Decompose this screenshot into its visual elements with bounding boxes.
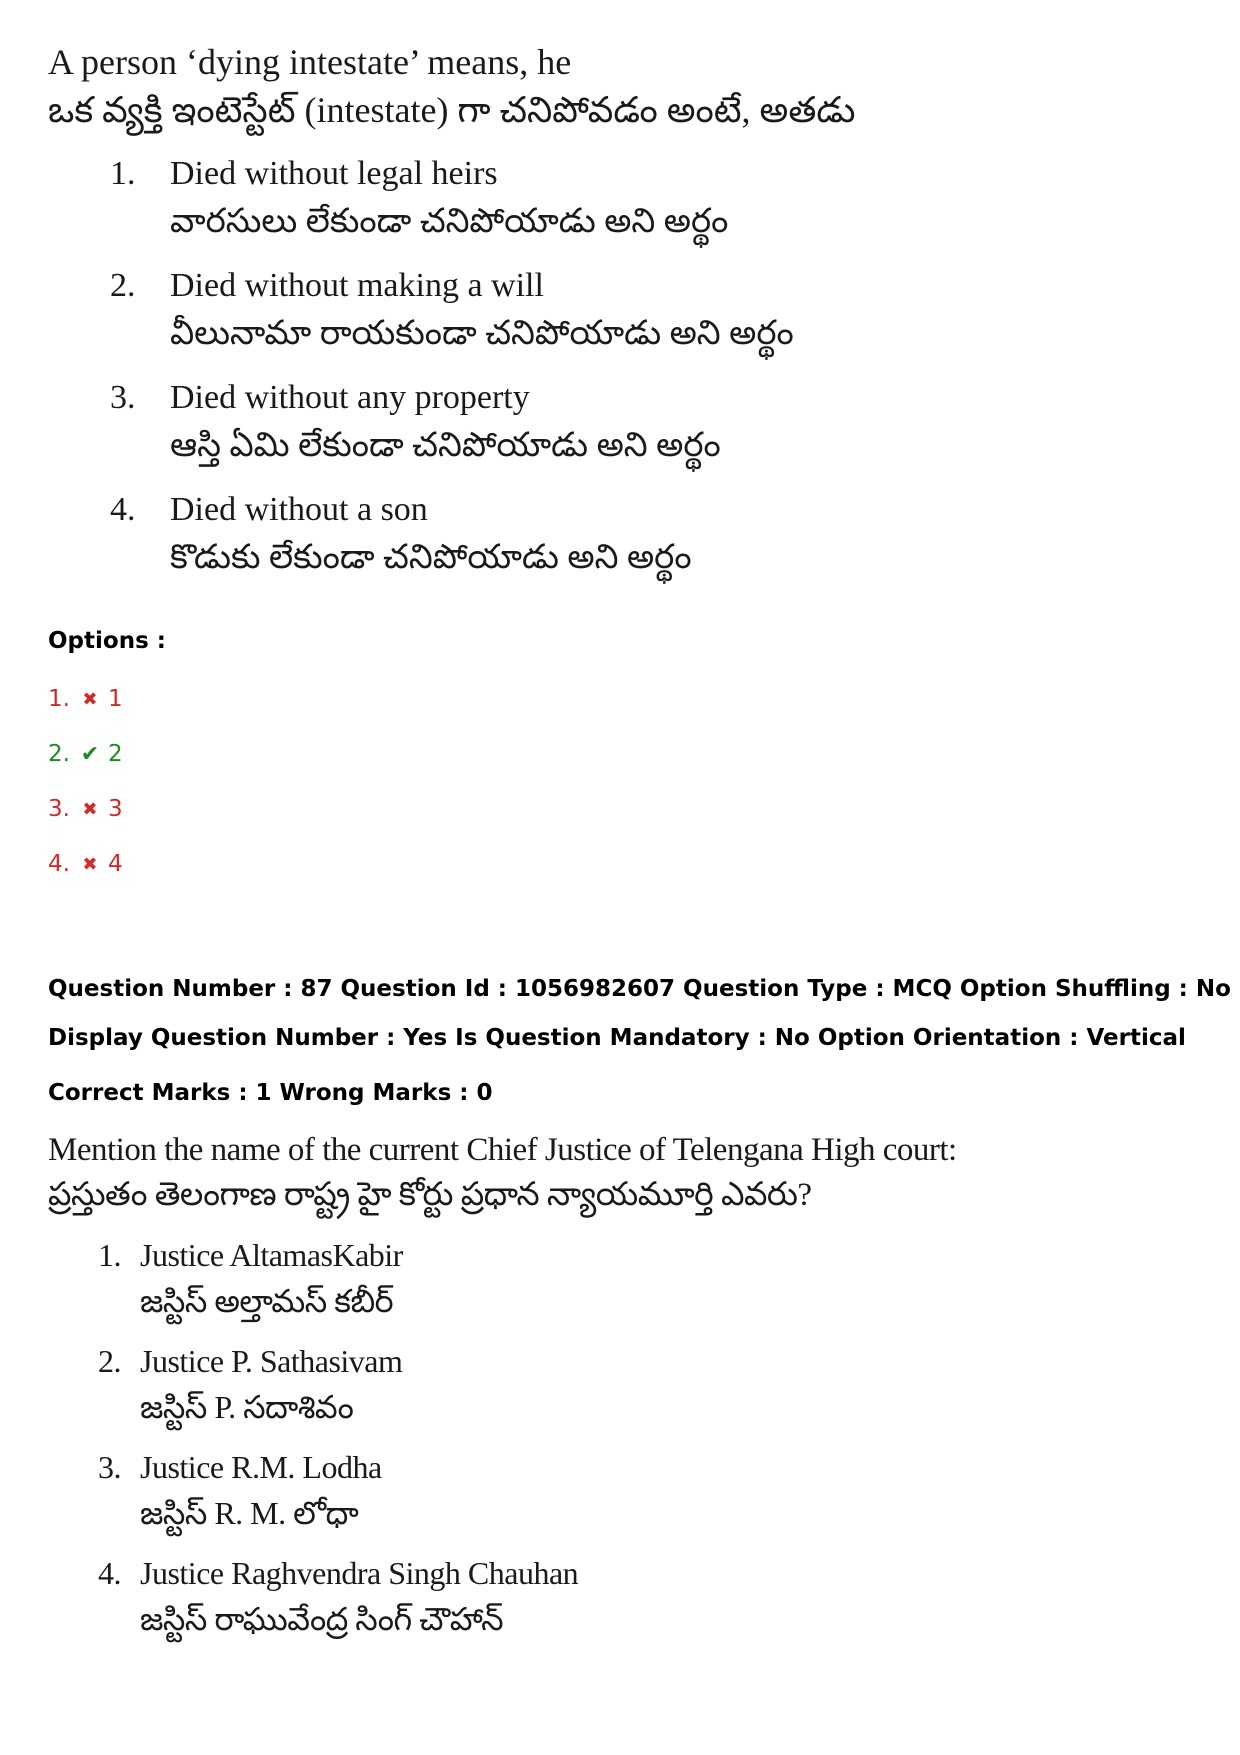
answer-option-value: 1: [107, 686, 123, 712]
answer-option-value: 4: [107, 851, 123, 877]
check-icon: ✔: [80, 741, 100, 767]
option-number: 1.: [110, 155, 136, 192]
option-number: 2.: [98, 1343, 121, 1379]
answer-option-1: [48, 686, 123, 712]
option-text-english: Justice P. Sathasivam: [140, 1343, 403, 1379]
option-text-english: Died without legal heirs: [170, 155, 498, 192]
option-number: 3.: [98, 1449, 121, 1485]
question-option-3: [110, 374, 855, 470]
question-meta-line-2: Display Question Number : Yes Is Question Mandatory : No Option Orientation : Vertical: [48, 1025, 1186, 1051]
question-stem-english: Mention the name of the current Chief Justice of Telengana High court:: [48, 1132, 957, 1168]
question-meta-line-3: Correct Marks : 1 Wrong Marks : 0: [48, 1080, 493, 1106]
option-text-english: Justice AltamasKabir: [140, 1237, 403, 1273]
option-number: 1.: [98, 1237, 121, 1273]
answer-option-number: 4.: [48, 851, 70, 877]
question-meta-line-1: Question Number : 87 Question Id : 1056982607 Question Type : MCQ Option Shuffling : No: [48, 976, 1231, 1002]
option-text-english: Died without a son: [170, 491, 428, 528]
question-option-3: [98, 1444, 957, 1536]
question-option-2: [110, 262, 855, 358]
option-text-english: Died without any property: [170, 379, 530, 416]
option-text-english: Justice R.M. Lodha: [140, 1449, 382, 1485]
question-image-chief-justice: [48, 1128, 957, 1642]
question-option-4: [98, 1550, 957, 1642]
answer-option-3: [48, 796, 123, 822]
option-text-telugu: వీలునామా రాయకుండా చనిపోయాడు అని అర్థం: [170, 315, 794, 352]
option-number: 4.: [98, 1555, 121, 1591]
option-text-english: Justice Raghvendra Singh Chauhan: [140, 1555, 579, 1591]
option-number: 3.: [110, 379, 136, 416]
question-option-4: [110, 486, 855, 582]
answer-option-value: 3: [107, 796, 123, 822]
cross-icon: ✖: [82, 798, 98, 820]
answer-option-2: [48, 741, 123, 767]
question-option-2: [98, 1338, 957, 1430]
question-option-1: [110, 150, 855, 246]
option-text-english: Died without making a will: [170, 267, 544, 304]
cross-icon: ✖: [82, 853, 98, 875]
question-option-1: [98, 1232, 957, 1324]
option-text-telugu: జస్టిస్ అల్తామస్ కబీర్: [140, 1283, 394, 1319]
option-number: 4.: [110, 491, 136, 528]
option-number: 2.: [110, 267, 136, 304]
option-text-telugu: జస్టిస్ రాఘువేంద్ర సింగ్ చౌహాన్: [140, 1601, 504, 1637]
question-stem-english: A person ‘dying intestate’ means, he: [48, 42, 572, 82]
answer-option-number: 2.: [48, 741, 70, 767]
question-stem-telugu: ఒక వ్యక్తి ఇంటెస్టేట్ (intestate) గా చనిపోవడం అంటే, అతడు: [48, 90, 856, 130]
answer-option-number: 3.: [48, 796, 70, 822]
question-stem-telugu: ప్రస్తుతం తెలంగాణ రాష్ట్ర హై కోర్టు ప్రధాన న్యాయమూర్తి ఎవరు?: [48, 1177, 812, 1213]
cross-icon: ✖: [82, 688, 98, 710]
question-image-intestate: [48, 38, 855, 582]
option-text-telugu: వారసులు లేకుండా చనిపోయాడు అని అర్థం: [170, 203, 729, 240]
option-text-telugu: కొడుకు లేకుండా చనిపోయాడు అని అర్థం: [170, 539, 692, 576]
answer-option-4: [48, 851, 123, 877]
option-text-telugu: జస్టిస్ P. సదాశివం: [140, 1389, 354, 1425]
option-text-telugu: జస్టిస్ R. M. లోధా: [140, 1495, 359, 1531]
answer-option-number: 1.: [48, 686, 70, 712]
answer-option-value: 2: [107, 741, 123, 767]
option-text-telugu: ఆస్తి ఏమి లేకుండా చనిపోయాడు అని అర్థం: [170, 427, 721, 464]
options-label: Options :: [48, 628, 166, 654]
